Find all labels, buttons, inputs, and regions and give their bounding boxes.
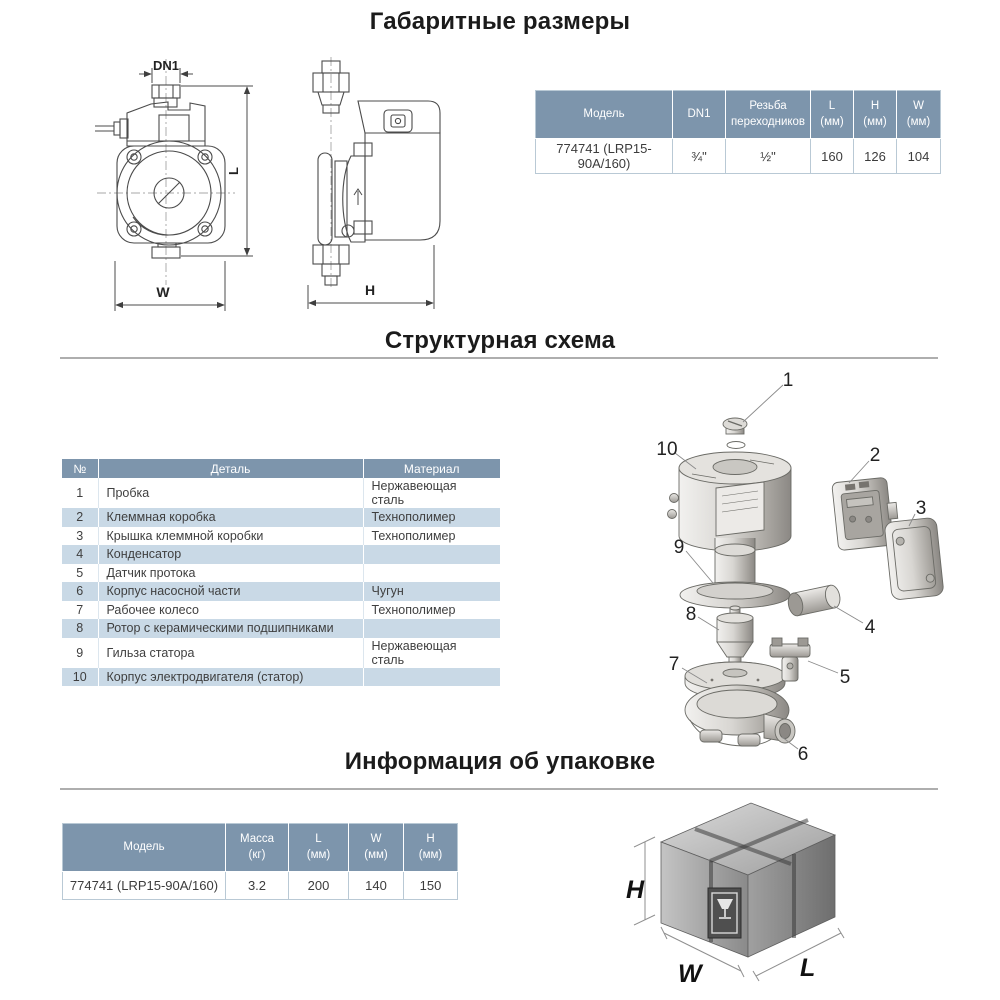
table-row: 1 Пробка Нержавеющая сталь	[62, 478, 500, 508]
table-row: 6 Корпус насосной части Чугун	[62, 582, 500, 601]
packaging-table	[62, 823, 458, 900]
section-title-structure: Структурная схема	[384, 327, 616, 354]
col-w: W (мм)	[897, 91, 941, 139]
part-stator-sleeve	[680, 544, 790, 608]
cell-l: 200	[289, 872, 349, 900]
section-title-dimensions: Габаритные размеры	[369, 8, 631, 35]
callout-3: 3	[915, 498, 927, 519]
col-l: L (мм)	[811, 91, 854, 139]
box-l-label: L	[800, 954, 816, 982]
part-rotor	[717, 606, 753, 665]
box-faces	[661, 803, 835, 957]
callout-4: 4	[864, 617, 876, 638]
col-l: L (мм)	[289, 824, 349, 872]
front-view-drawing	[95, 53, 263, 321]
packaging-table-header-row	[63, 824, 458, 872]
dim-h	[308, 245, 434, 309]
dim-l	[181, 86, 253, 256]
w-label: W	[156, 284, 170, 300]
dimensions-table-header-row	[536, 91, 941, 139]
pump-section-side	[318, 143, 372, 245]
table-row: 9 Гильза статора Нержавеющая сталь	[62, 638, 500, 668]
callout-10: 10	[656, 439, 678, 460]
callout-7: 7	[668, 654, 680, 675]
cell-w: 140	[349, 872, 404, 900]
table-row: 7 Рабочее колесо Технополимер	[62, 601, 500, 620]
box-w-label: W	[678, 960, 702, 988]
part-motor-housing	[668, 452, 792, 556]
callout-6: 6	[797, 744, 809, 765]
col-mass: Масса (кг)	[226, 824, 289, 872]
col-model: Модель	[63, 824, 226, 872]
table-row	[536, 139, 941, 174]
exploded-view-diagram	[612, 368, 950, 768]
h-label: H	[364, 282, 376, 298]
section-divider	[60, 357, 938, 359]
power-cable	[95, 119, 128, 138]
col-h: H (мм)	[854, 91, 897, 139]
callout-1: 1	[782, 370, 794, 391]
callout-8: 8	[685, 604, 697, 625]
col-w: W (мм)	[349, 824, 404, 872]
col-material: Материал	[363, 459, 500, 478]
dim-w	[115, 261, 225, 311]
side-view-drawing	[296, 53, 448, 321]
packaging-box-illustration	[598, 790, 913, 998]
dimensions-table	[535, 90, 941, 174]
table-row: 8 Ротор с керамическими подшипниками	[62, 619, 500, 638]
parts-table	[62, 459, 500, 686]
dn1-label: DN1	[152, 58, 180, 73]
part-plug	[723, 418, 747, 449]
section-title-packaging: Информация об упаковке	[344, 748, 656, 775]
part-capacitor	[786, 584, 842, 617]
col-part: Деталь	[98, 459, 363, 478]
col-h: H (мм)	[404, 824, 458, 872]
l-label: L	[226, 167, 241, 175]
fragile-icon	[708, 888, 741, 938]
table-row: 3 Крышка клеммной коробки Технополимер	[62, 527, 500, 546]
callout-2: 2	[869, 445, 881, 466]
cell-dn1: ¾"	[673, 139, 726, 174]
col-model: Модель	[536, 91, 673, 139]
table-row	[63, 872, 458, 900]
cell-w: 104	[897, 139, 941, 174]
table-row: 5 Датчик протока	[62, 564, 500, 583]
callout-9: 9	[673, 537, 685, 558]
box-h-label: H	[626, 876, 645, 904]
cell-h: 150	[404, 872, 458, 900]
callout-5: 5	[839, 667, 851, 688]
cell-mass: 3.2	[226, 872, 289, 900]
part-pump-housing	[685, 685, 795, 746]
table-row: 4 Конденсатор	[62, 545, 500, 564]
cell-model: 774741 (LRP15-90A/160)	[63, 872, 226, 900]
table-row: 2 Клеммная коробка Технополимер	[62, 508, 500, 527]
col-number: №	[62, 459, 98, 478]
cell-h: 126	[854, 139, 897, 174]
part-terminal-cover	[884, 517, 944, 600]
table-row: 10 Корпус электродвигателя (статор)	[62, 668, 500, 687]
cell-thread: ½"	[726, 139, 811, 174]
cell-l: 160	[811, 139, 854, 174]
parts-table-header-row	[62, 459, 500, 478]
motor-body-side	[358, 101, 440, 240]
cell-model: 774741 (LRP15-90A/160)	[536, 139, 673, 174]
col-dn1: DN1	[673, 91, 726, 139]
col-thread: Резьба переходников	[726, 91, 811, 139]
